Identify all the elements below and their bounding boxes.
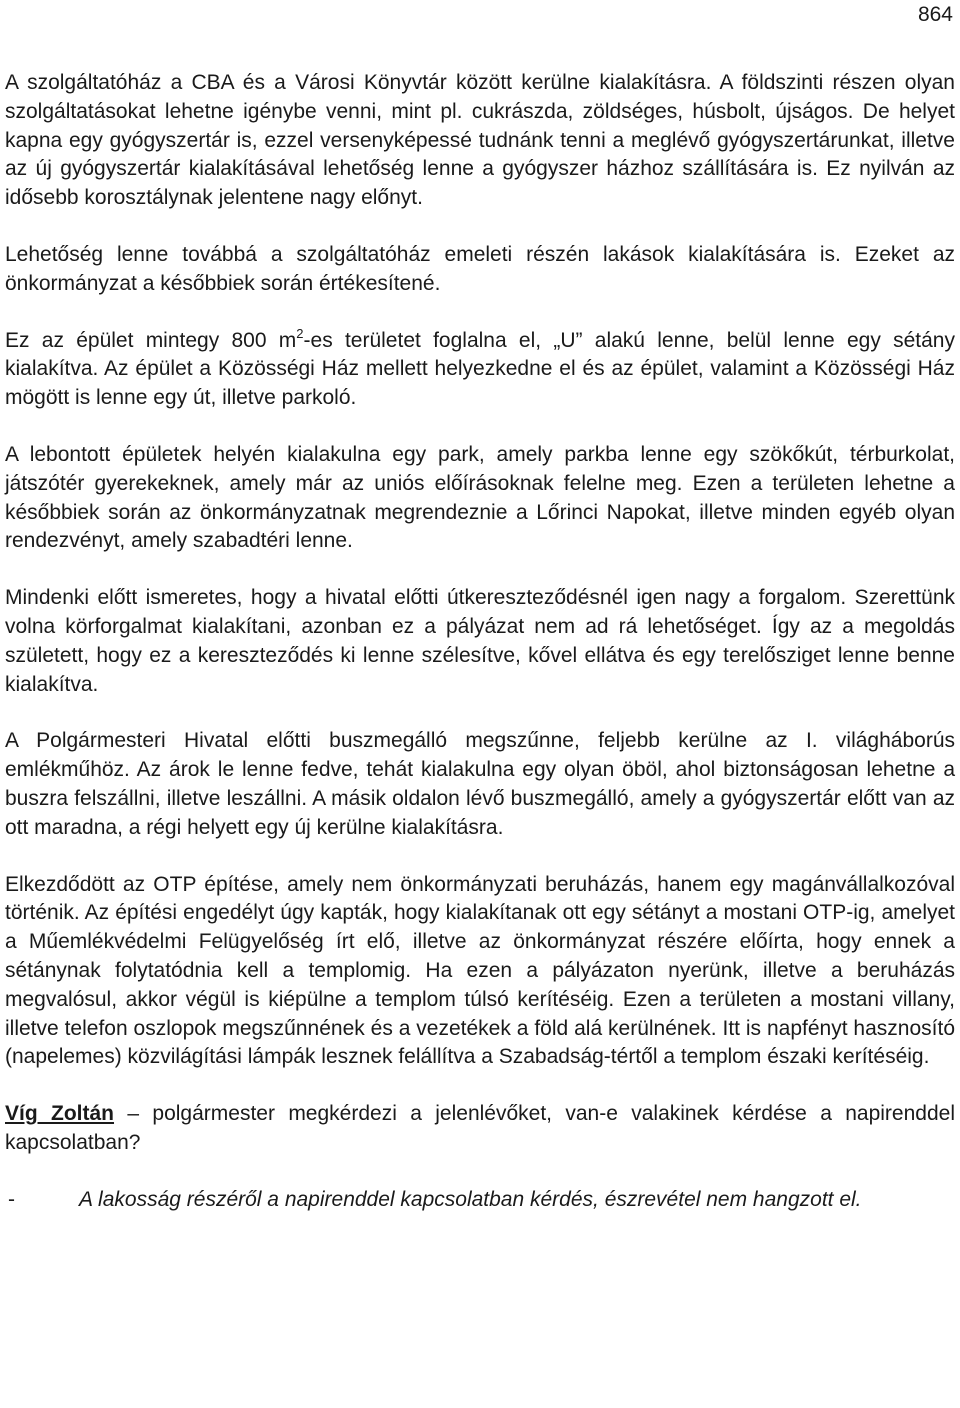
paragraph-building-area-before: Ez az épület mintegy 800 m xyxy=(5,328,297,352)
paragraph-park: A lebontott épületek helyén kialakulna egy park, amely parkba lenne egy szökőkút, térburkolat, játszótér gyerekeknek, amely már az uniós előírásoknak felelne meg. Ezen a területen lehetne a későbbiek során az önkormányzatnak megrendeznie a Lőrinci Napokat, illetve minden egyéb olyan rendezvényt, amely szabadtéri lenne. xyxy=(5,442,955,553)
closing-note xyxy=(5,1186,955,1215)
paragraph-service-building: A szolgáltatóház a CBA és a Városi Könyvtár között kerülne kialakításra. A földszinti részen olyan szolgáltatásokat lehetne igénybe venni, mint pl. cukrászda, zöldséges, húsbolt, újságos. De helyet kapna egy gyógyszertár is, ezzel versenyképessé tudnánk tenni a meglévő gyógyszertárunkat, illetve az új gyógyszertár kialakításával lehetőség lenne a gyógyszer házhoz szállítására is. Ez nyilván az idősebb korosztálynak jelentene nagy előnyt. xyxy=(5,71,955,210)
paragraph-apartments: Lehetőség lenne továbbá a szolgáltatóház emeleti részén lakások kialakítására is. Ezeket az önkormányzat a későbbiek során értékesítené. xyxy=(5,242,955,295)
paragraph-bus-stop: A Polgármesteri Hivatal előtti buszmegálló megszűnne, feljebb kerülne az I. világháborús emlékműhöz. Az árok le lenne fedve, tehát kialakulna egy olyan öböl, ahol biztonságosan lehetne a buszra felszállni, illetve leszállni. A másik oldalon lévő buszmegálló, amely a gyógyszertár előtt van az ott maradna, a régi helyett egy új kerülne kialakításra. xyxy=(5,729,955,839)
paragraph-building-area-after: -es területet foglalna el, „U” alakú lenne, belül lenne egy sétány kialakítva. Az épület a Közösségi Ház mellett helyezkedne el és az épület, valamint a Közösségi Ház mögött is lenne egy út, illetve parkoló. xyxy=(5,328,955,410)
paragraph-otp: Elkezdődött az OTP építése, amely nem önkormányzati beruházás, hanem egy magánvállalkozóval történik. Az építési engedélyt úgy kapták, hogy kialakítanak ott egy sétányt a mostani OTP-ig, amelyet a Műemlékvédelmi Felügyelőség írt elő, illetve az önkormányzat részére előírta, hogy ennek a sétánynak folytatódnia kell a templomig. Ha ezen a pályázaton nyerünk, illetve a beruházás megvalósul, akkor végül is kiépülne a templom túlsó kerítéséig. Ezen a területen a mostani villany, illetve telefon oszlopok megszűnnének és a vezetékek a föld alá kerülnének. Itt is napfényt hasznosító (napelemes) közvilágítási lámpák lesznek felállítva a Szabadság-tértől a templom északi kerítéséig. xyxy=(5,872,955,1069)
list-dash: - xyxy=(8,1187,15,1211)
paragraph-building-area xyxy=(5,327,955,413)
paragraph-mayor-question xyxy=(5,1100,955,1158)
paragraph-intersection: Mindenki előtt ismeretes, hogy a hivatal előtti útkereszteződésnél igen nagy a forgalom. Szerettünk volna körforgalmat kialakítani, azonban ez a pályázat nem ad rá lehetőséget. Így az a megoldás született, hogy ez a kereszteződés ki lenne szélesítve, kővel ellátva és egy terelősziget lenne benne kialakítva. xyxy=(5,586,955,696)
superscript-two: 2 xyxy=(296,325,304,341)
document-page xyxy=(5,0,955,1408)
speaker-name: Víg Zoltán xyxy=(5,1102,115,1126)
page-number: 864 xyxy=(917,3,953,26)
speaker-text: – polgármester megkérdezi a jelenlévőket, van-e valakinek kérdése a napirenddel kapcsolatban? xyxy=(5,1102,955,1154)
closing-note-text: A lakosság részéről a napirenddel kapcsolatban kérdés, észrevétel nem hangzott el. xyxy=(79,1187,862,1211)
